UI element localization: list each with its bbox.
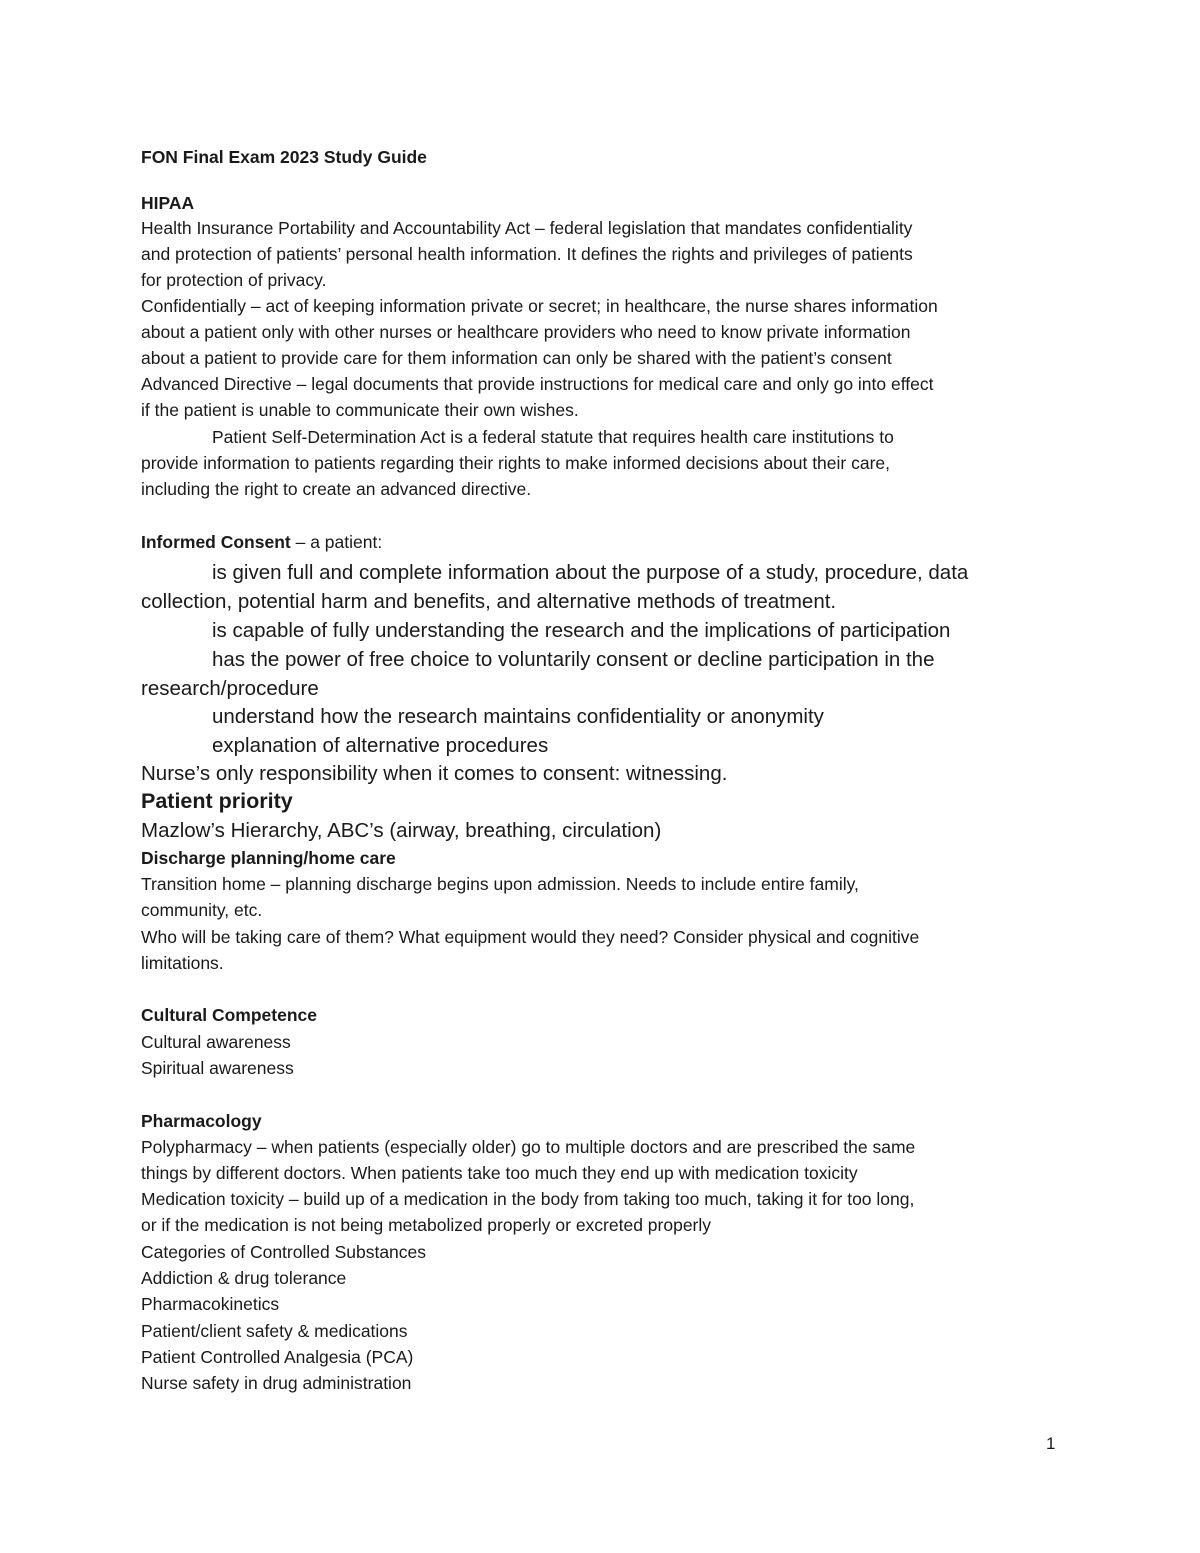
pharm-heading: Pharmacology	[141, 1111, 262, 1131]
consent-heading-line	[141, 529, 382, 555]
consent-line: Nurse’s only responsibility when it comes to consent: witnessing.	[141, 762, 728, 785]
priority-heading: Patient priority	[141, 789, 293, 813]
pharm-line: things by different doctors. When patients take too much they end up with medication toxicity	[141, 1163, 858, 1183]
consent-line: research/procedure	[141, 677, 319, 700]
consent-line: understand how the research maintains confidentiality or anonymity	[212, 705, 824, 728]
pharm-line: Categories of Controlled Substances	[141, 1242, 427, 1262]
consent-line: is given full and complete information about the purpose of a study, procedure, data	[212, 561, 969, 584]
culture-line: Cultural awareness	[141, 1032, 291, 1052]
hipaa-line: provide information to patients regarding their rights to make informed decisions about their care,	[141, 453, 891, 473]
hipaa-line: Patient Self-Determination Act is a federal statute that requires health care institutions to	[212, 427, 894, 447]
hipaa-line: about a patient only with other nurses or healthcare providers who need to know private information	[141, 322, 911, 342]
pharm-line: Patient/client safety & medications	[141, 1321, 408, 1341]
consent-line: explanation of alternative procedures	[212, 734, 549, 757]
hipaa-heading: HIPAA	[141, 193, 195, 213]
hipaa-line: for protection of privacy.	[141, 270, 327, 290]
hipaa-line: Advanced Directive – legal documents that provide instructions for medical care and only go into effect	[141, 374, 934, 394]
discharge-line: Who will be taking care of them? What equipment would they need? Consider physical and cognitive	[141, 927, 920, 947]
consent-heading: Informed Consent	[141, 532, 291, 552]
consent-heading-rest: – a patient:	[290, 532, 383, 552]
hipaa-line: Health Insurance Portability and Accountability Act – federal legislation that mandates confidentiality	[141, 218, 913, 238]
hipaa-line: if the patient is unable to communicate their own wishes.	[141, 400, 579, 420]
discharge-line: Transition home – planning discharge begins upon admission. Needs to include entire family,	[141, 874, 859, 894]
pharm-line: Addiction & drug tolerance	[141, 1268, 347, 1288]
priority-line: Mazlow’s Hierarchy, ABC’s (airway, breathing, circulation)	[141, 819, 662, 842]
hipaa-line: and protection of patients’ personal health information. It defines the rights and privileges of patients	[141, 244, 913, 264]
pharm-line: Pharmacokinetics	[141, 1294, 280, 1314]
pharm-line: Patient Controlled Analgesia (PCA)	[141, 1347, 414, 1367]
culture-heading: Cultural Competence	[141, 1005, 317, 1025]
pharm-line: Polypharmacy – when patients (especially older) go to multiple doctors and are prescribed the same	[141, 1137, 916, 1157]
consent-line: is capable of fully understanding the research and the implications of participation	[212, 619, 951, 642]
consent-line: collection, potential harm and benefits, and alternative methods of treatment.	[141, 590, 837, 613]
document-title: FON Final Exam 2023 Study Guide	[141, 147, 427, 167]
discharge-heading: Discharge planning/home care	[141, 848, 396, 868]
page-number: 1	[1046, 1434, 1056, 1453]
hipaa-line: about a patient to provide care for them information can only be shared with the patient’s consent	[141, 348, 892, 368]
hipaa-line: Confidentially – act of keeping information private or secret; in healthcare, the nurse shares information	[141, 296, 938, 316]
pharm-line: or if the medication is not being metabolized properly or excreted properly	[141, 1215, 712, 1235]
consent-line: has the power of free choice to voluntarily consent or decline participation in the	[212, 648, 935, 671]
culture-line: Spiritual awareness	[141, 1058, 294, 1078]
hipaa-line: including the right to create an advanced directive.	[141, 479, 532, 499]
pharm-line: Medication toxicity – build up of a medication in the body from taking too much, taking it for too long,	[141, 1189, 915, 1209]
discharge-line: limitations.	[141, 953, 224, 973]
pharm-line: Nurse safety in drug administration	[141, 1373, 412, 1393]
discharge-line: community, etc.	[141, 900, 263, 920]
